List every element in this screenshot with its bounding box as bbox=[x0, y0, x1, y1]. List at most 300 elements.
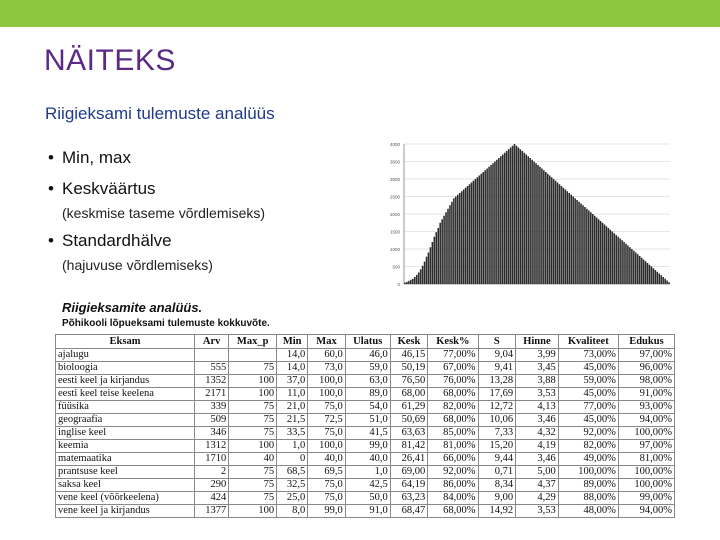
table-cell: 50,19 bbox=[390, 362, 428, 375]
table-row bbox=[56, 388, 675, 401]
table-cell: 4,29 bbox=[516, 492, 559, 505]
histogram-bar bbox=[588, 211, 590, 285]
table-cell: 63,0 bbox=[345, 375, 390, 388]
table-cell: 3,46 bbox=[516, 414, 559, 427]
column-header: Kvaliteet bbox=[558, 335, 618, 349]
histogram-bar bbox=[506, 151, 508, 284]
histogram-bar bbox=[662, 277, 664, 284]
table-cell: 3,46 bbox=[516, 453, 559, 466]
table-cell: 41,5 bbox=[345, 427, 390, 440]
histogram-bar bbox=[637, 254, 639, 284]
histogram-bar bbox=[435, 232, 437, 284]
histogram-bar bbox=[617, 237, 619, 284]
table-cell: 509 bbox=[195, 414, 229, 427]
table-row bbox=[56, 414, 675, 427]
table-cell: 91,00% bbox=[618, 388, 674, 401]
table-cell: 4,19 bbox=[516, 440, 559, 453]
table-cell: 73,00% bbox=[558, 349, 618, 362]
table-cell: 9,04 bbox=[478, 349, 516, 362]
table-cell: 42,5 bbox=[345, 479, 390, 492]
histogram-bar bbox=[482, 172, 484, 284]
table-cell bbox=[229, 349, 277, 362]
histogram-bar bbox=[653, 268, 655, 284]
table-cell: 81,42 bbox=[390, 440, 428, 453]
histogram-bar bbox=[568, 193, 570, 284]
histogram-bar bbox=[539, 167, 541, 284]
table-cell: 1710 bbox=[195, 453, 229, 466]
histogram-bar bbox=[408, 281, 410, 284]
bullet-dot-icon: • bbox=[48, 231, 54, 250]
table-row bbox=[56, 427, 675, 440]
table-cell: 97,00% bbox=[618, 349, 674, 362]
histogram-bar bbox=[651, 267, 653, 285]
table-cell: 40,0 bbox=[308, 453, 346, 466]
table-cell: 100,0 bbox=[308, 440, 346, 453]
column-header: Kesk bbox=[390, 335, 428, 349]
histogram-bar bbox=[404, 283, 406, 284]
table-cell: geograafia bbox=[56, 414, 195, 427]
table-cell: 14,0 bbox=[277, 349, 308, 362]
histogram-bar bbox=[531, 160, 533, 284]
histogram-bar bbox=[494, 162, 496, 285]
table-cell: 88,00% bbox=[558, 492, 618, 505]
histogram-bar bbox=[635, 253, 637, 285]
table-row bbox=[56, 505, 675, 518]
table-cell: 75,0 bbox=[308, 479, 346, 492]
y-tick-label: 0 bbox=[397, 282, 400, 287]
table-cell: 93,00% bbox=[618, 401, 674, 414]
histogram-bar bbox=[660, 275, 662, 284]
histogram-bar bbox=[594, 216, 596, 284]
table-cell: 339 bbox=[195, 401, 229, 414]
table-cell: 61,29 bbox=[390, 401, 428, 414]
histogram-bar bbox=[592, 214, 594, 284]
histogram-bar bbox=[477, 177, 479, 284]
histogram-bar bbox=[457, 195, 459, 284]
histogram-bar bbox=[455, 197, 457, 285]
histogram-bar bbox=[576, 200, 578, 284]
histogram-bar bbox=[572, 197, 574, 285]
table-cell: 72,5 bbox=[308, 414, 346, 427]
table-cell: 9,00 bbox=[478, 492, 516, 505]
histogram-bar bbox=[551, 177, 553, 284]
histogram-bar bbox=[623, 242, 625, 284]
table-cell: 346 bbox=[195, 427, 229, 440]
table-cell: 54,0 bbox=[345, 401, 390, 414]
bullet-mean bbox=[48, 179, 156, 199]
histogram-bar bbox=[414, 277, 416, 284]
table-cell: 64,19 bbox=[390, 479, 428, 492]
histogram-bar bbox=[563, 188, 565, 284]
histogram-bar bbox=[510, 148, 512, 285]
table-cell: prantsuse keel bbox=[56, 466, 195, 479]
y-tick-label: 2500 bbox=[389, 194, 400, 200]
histogram-bar bbox=[559, 184, 561, 284]
table-cell: 1377 bbox=[195, 505, 229, 518]
histogram-bar bbox=[631, 249, 633, 284]
histogram-bar bbox=[664, 279, 666, 284]
histogram-bar bbox=[615, 235, 617, 284]
table-cell: 92,00% bbox=[558, 427, 618, 440]
table-cell: 81,00% bbox=[428, 440, 478, 453]
table-cell: 76,50 bbox=[390, 375, 428, 388]
table-cell: 26,41 bbox=[390, 453, 428, 466]
bullet-text: Standardhälve bbox=[62, 231, 172, 250]
table-cell: 75 bbox=[229, 427, 277, 440]
histogram-bar bbox=[484, 170, 486, 284]
column-header: Hinne bbox=[516, 335, 559, 349]
histogram-bar bbox=[469, 184, 471, 284]
table-cell bbox=[195, 349, 229, 362]
column-header: Edukus bbox=[618, 335, 674, 349]
histogram-bar bbox=[625, 244, 627, 284]
histogram-bar bbox=[406, 282, 408, 284]
y-tick-label: 1500 bbox=[389, 229, 400, 235]
histogram-bar bbox=[465, 188, 467, 284]
histogram-bar bbox=[416, 275, 418, 284]
table-cell: 15,20 bbox=[478, 440, 516, 453]
table-cell: 94,00% bbox=[618, 505, 674, 518]
histogram-bar bbox=[586, 209, 588, 284]
table-cell: 92,00% bbox=[428, 466, 478, 479]
histogram-bar bbox=[447, 209, 449, 284]
table-cell: ajalugu bbox=[56, 349, 195, 362]
table-cell: bioloogia bbox=[56, 362, 195, 375]
table-cell: 10,06 bbox=[478, 414, 516, 427]
table-cell: inglise keel bbox=[56, 427, 195, 440]
table-cell: 3,53 bbox=[516, 505, 559, 518]
table-row bbox=[56, 401, 675, 414]
table-cell: 77,00% bbox=[428, 349, 478, 362]
histogram-bar bbox=[668, 282, 670, 284]
histogram-bar bbox=[565, 190, 567, 285]
table-cell: 51,0 bbox=[345, 414, 390, 427]
table-cell: 59,0 bbox=[345, 362, 390, 375]
histogram-bar bbox=[555, 181, 557, 284]
histogram-bar bbox=[545, 172, 547, 284]
histogram-bar bbox=[561, 186, 563, 284]
table-cell: 75,0 bbox=[308, 427, 346, 440]
figure-caption-subtitle: Põhikooli lõpueksami tulemuste kokkuvõte. bbox=[62, 318, 270, 329]
table-cell: 13,28 bbox=[478, 375, 516, 388]
table-cell: eesti keel ja kirjandus bbox=[56, 375, 195, 388]
histogram-bar bbox=[473, 181, 475, 284]
table-cell: 75 bbox=[229, 401, 277, 414]
y-tick-label: 3000 bbox=[389, 177, 400, 182]
histogram-bar bbox=[604, 225, 606, 285]
table-cell: 25,0 bbox=[277, 492, 308, 505]
table-cell: 68,00% bbox=[428, 414, 478, 427]
table-cell: 1,0 bbox=[277, 440, 308, 453]
table-cell: eesti keel teise keelena bbox=[56, 388, 195, 401]
table-cell: 45,00% bbox=[558, 362, 618, 375]
table-cell: 99,0 bbox=[345, 440, 390, 453]
table-cell: 3,45 bbox=[516, 362, 559, 375]
histogram-bar bbox=[520, 149, 522, 284]
table-cell: 75,0 bbox=[308, 492, 346, 505]
histogram-bar bbox=[502, 155, 504, 285]
table-cell: 9,41 bbox=[478, 362, 516, 375]
histogram-bar bbox=[547, 174, 549, 284]
table-cell: 4,13 bbox=[516, 401, 559, 414]
table-row bbox=[56, 375, 675, 388]
histogram-bar bbox=[549, 176, 551, 285]
table-cell: 45,00% bbox=[558, 414, 618, 427]
histogram-bar bbox=[432, 242, 434, 284]
table-cell: füüsika bbox=[56, 401, 195, 414]
table-cell: 32,5 bbox=[277, 479, 308, 492]
histogram-bar bbox=[410, 280, 412, 284]
histogram-bar bbox=[486, 169, 488, 285]
histogram-bar bbox=[424, 262, 426, 284]
histogram-bar bbox=[453, 198, 455, 284]
table-cell: 14,92 bbox=[478, 505, 516, 518]
table-cell: 60,0 bbox=[308, 349, 346, 362]
table-cell: 68,47 bbox=[390, 505, 428, 518]
column-header: Arv bbox=[195, 335, 229, 349]
table-cell: 8,34 bbox=[478, 479, 516, 492]
histogram-bar bbox=[437, 228, 439, 284]
table-cell: 9,44 bbox=[478, 453, 516, 466]
exam-results-table bbox=[55, 334, 675, 518]
bullet-note: (keskmise taseme võrdlemiseks) bbox=[62, 205, 266, 221]
histogram-bar bbox=[488, 167, 490, 284]
table-cell: matemaatika bbox=[56, 453, 195, 466]
y-tick-label: 500 bbox=[392, 264, 400, 270]
histogram-bar bbox=[504, 153, 506, 284]
table-cell: 100 bbox=[229, 440, 277, 453]
y-tick-label: 2000 bbox=[389, 212, 400, 217]
histogram-bar bbox=[516, 146, 518, 284]
table-cell: 99,00% bbox=[618, 492, 674, 505]
table-cell: 17,69 bbox=[478, 388, 516, 401]
table-cell: 86,00% bbox=[428, 479, 478, 492]
histogram-bar bbox=[441, 219, 443, 284]
table-cell: 46,15 bbox=[390, 349, 428, 362]
table-cell: 424 bbox=[195, 492, 229, 505]
table-cell: 66,00% bbox=[428, 453, 478, 466]
histogram-bar bbox=[434, 237, 436, 284]
table-cell: 84,00% bbox=[428, 492, 478, 505]
table-row bbox=[56, 492, 675, 505]
table-cell: 75 bbox=[229, 479, 277, 492]
bullet-dot-icon: • bbox=[48, 148, 54, 167]
histogram-bar bbox=[430, 247, 432, 284]
table-cell: 2 bbox=[195, 466, 229, 479]
histogram-bar bbox=[590, 212, 592, 284]
table-cell: 14,0 bbox=[277, 362, 308, 375]
histogram-bar bbox=[641, 258, 643, 284]
column-header: Ulatus bbox=[345, 335, 390, 349]
table-cell: 11,0 bbox=[277, 388, 308, 401]
table-cell: 40 bbox=[229, 453, 277, 466]
histogram-bar bbox=[610, 230, 612, 284]
histogram-bar bbox=[412, 279, 414, 284]
table-cell: 3,99 bbox=[516, 349, 559, 362]
histogram-bar bbox=[643, 260, 645, 285]
histogram-bar bbox=[529, 158, 531, 284]
table-cell: 100 bbox=[229, 375, 277, 388]
table-cell: 68,5 bbox=[277, 466, 308, 479]
table-cell: 100,0 bbox=[308, 388, 346, 401]
histogram-bar bbox=[606, 226, 608, 284]
histogram-bar bbox=[527, 156, 529, 284]
histogram-bar bbox=[666, 281, 668, 285]
slide-title: NÄITEKS bbox=[44, 44, 176, 77]
table-cell: 63,63 bbox=[390, 427, 428, 440]
histogram-bar bbox=[658, 274, 660, 285]
table-cell: 97,00% bbox=[618, 440, 674, 453]
histogram-bar bbox=[479, 176, 481, 285]
table-cell: saksa keel bbox=[56, 479, 195, 492]
y-tick-label: 3500 bbox=[389, 159, 400, 165]
histogram-bar bbox=[619, 239, 621, 285]
figure-caption-title: Riigieksamite analüüs. bbox=[62, 300, 203, 315]
histogram-bar bbox=[512, 146, 514, 284]
histogram-bar bbox=[467, 186, 469, 284]
histogram-bar bbox=[490, 165, 492, 284]
histogram-bar bbox=[535, 163, 537, 284]
table-cell: 21,5 bbox=[277, 414, 308, 427]
histogram-bar bbox=[582, 205, 584, 284]
table-cell: 89,00% bbox=[558, 479, 618, 492]
histogram-bar bbox=[627, 246, 629, 285]
histogram-bar bbox=[567, 191, 569, 284]
table-cell: 2171 bbox=[195, 388, 229, 401]
column-header: Min bbox=[277, 335, 308, 349]
table-cell: 4,32 bbox=[516, 427, 559, 440]
histogram-bar bbox=[600, 221, 602, 284]
histogram-bar bbox=[498, 158, 500, 284]
histogram-bar bbox=[514, 144, 516, 284]
table-cell: 0 bbox=[277, 453, 308, 466]
table-cell: 33,5 bbox=[277, 427, 308, 440]
histogram-bar bbox=[633, 251, 635, 284]
table-cell: 0,71 bbox=[478, 466, 516, 479]
histogram-bar bbox=[584, 207, 586, 284]
table-cell: keemia bbox=[56, 440, 195, 453]
table-cell: 75 bbox=[229, 466, 277, 479]
table-cell: 77,00% bbox=[558, 401, 618, 414]
histogram-bar bbox=[471, 183, 473, 285]
histogram-bar bbox=[655, 270, 657, 284]
table-row bbox=[56, 453, 675, 466]
table-header-row bbox=[56, 335, 675, 349]
table-cell: 67,00% bbox=[428, 362, 478, 375]
histogram-bar bbox=[541, 169, 543, 285]
table-cell: 82,00% bbox=[428, 401, 478, 414]
histogram-bar bbox=[428, 253, 430, 285]
column-header: Max_p bbox=[229, 335, 277, 349]
table-cell: 46,0 bbox=[345, 349, 390, 362]
table-cell: 76,00% bbox=[428, 375, 478, 388]
histogram-bar bbox=[645, 261, 647, 284]
table-cell: 75 bbox=[229, 414, 277, 427]
table-cell: 81,00% bbox=[618, 453, 674, 466]
bullet-text: Min, max bbox=[62, 148, 131, 167]
histogram-bar bbox=[422, 266, 424, 284]
table-cell: 69,00 bbox=[390, 466, 428, 479]
table-cell: 100,0 bbox=[308, 375, 346, 388]
histogram-bar bbox=[608, 228, 610, 284]
histogram-bar bbox=[451, 202, 453, 284]
table-cell: 21,0 bbox=[277, 401, 308, 414]
histogram-bar bbox=[596, 218, 598, 285]
histogram-bar bbox=[639, 256, 641, 284]
table-cell: 85,00% bbox=[428, 427, 478, 440]
table-cell: 75,0 bbox=[308, 401, 346, 414]
bullet-min-max bbox=[48, 148, 131, 168]
table-cell: 68,00% bbox=[428, 388, 478, 401]
histogram-bar bbox=[420, 269, 422, 284]
histogram-bar bbox=[475, 179, 477, 284]
histogram-bar bbox=[525, 155, 527, 285]
table-cell: 12,72 bbox=[478, 401, 516, 414]
table-cell: 89,0 bbox=[345, 388, 390, 401]
table-cell: 100,00% bbox=[558, 466, 618, 479]
table-cell: 96,00% bbox=[618, 362, 674, 375]
table-cell: 100,00% bbox=[618, 466, 674, 479]
histogram-bar bbox=[480, 174, 482, 284]
table-cell: 63,23 bbox=[390, 492, 428, 505]
histogram-bar bbox=[649, 265, 651, 284]
table-cell: 59,00% bbox=[558, 375, 618, 388]
column-header: S bbox=[478, 335, 516, 349]
histogram-bar bbox=[439, 223, 441, 284]
table-cell: 75 bbox=[229, 362, 277, 375]
histogram-bar bbox=[492, 163, 494, 284]
table-cell: 100,00% bbox=[618, 427, 674, 440]
table-cell: 40,0 bbox=[345, 453, 390, 466]
table-cell: 100 bbox=[229, 388, 277, 401]
score-histogram-chart bbox=[370, 138, 676, 298]
table-cell: 49,00% bbox=[558, 453, 618, 466]
histogram-bar bbox=[449, 205, 451, 284]
y-tick-label: 1000 bbox=[389, 247, 400, 252]
table-cell: 100,00% bbox=[618, 479, 674, 492]
table-cell: 94,00% bbox=[618, 414, 674, 427]
histogram-bar bbox=[445, 212, 447, 284]
bullet-text: Keskväärtus bbox=[62, 179, 156, 198]
histogram-bar bbox=[613, 233, 615, 284]
table-cell: 3,88 bbox=[516, 375, 559, 388]
table-cell: 7,33 bbox=[478, 427, 516, 440]
table-cell: 290 bbox=[195, 479, 229, 492]
histogram-bar bbox=[557, 183, 559, 285]
table-cell: 82,00% bbox=[558, 440, 618, 453]
histogram-bar bbox=[459, 193, 461, 284]
table-cell: 69,5 bbox=[308, 466, 346, 479]
histogram-bar bbox=[621, 240, 623, 284]
table-row bbox=[56, 362, 675, 375]
histogram-bar bbox=[443, 216, 445, 284]
y-tick-label: 4000 bbox=[389, 142, 400, 147]
bullet-dot-icon: • bbox=[48, 179, 54, 198]
table-cell: 4,37 bbox=[516, 479, 559, 492]
table-cell: 48,00% bbox=[558, 505, 618, 518]
table-row bbox=[56, 466, 675, 479]
table-cell: 5,00 bbox=[516, 466, 559, 479]
histogram-bar bbox=[574, 198, 576, 284]
table-cell: 99,0 bbox=[308, 505, 346, 518]
column-header: Max bbox=[308, 335, 346, 349]
table-cell: 1352 bbox=[195, 375, 229, 388]
histogram-bar bbox=[418, 272, 420, 284]
histogram-bar bbox=[553, 179, 555, 284]
histogram-bar bbox=[598, 219, 600, 284]
histogram-bar bbox=[580, 204, 582, 285]
table-cell: 555 bbox=[195, 362, 229, 375]
